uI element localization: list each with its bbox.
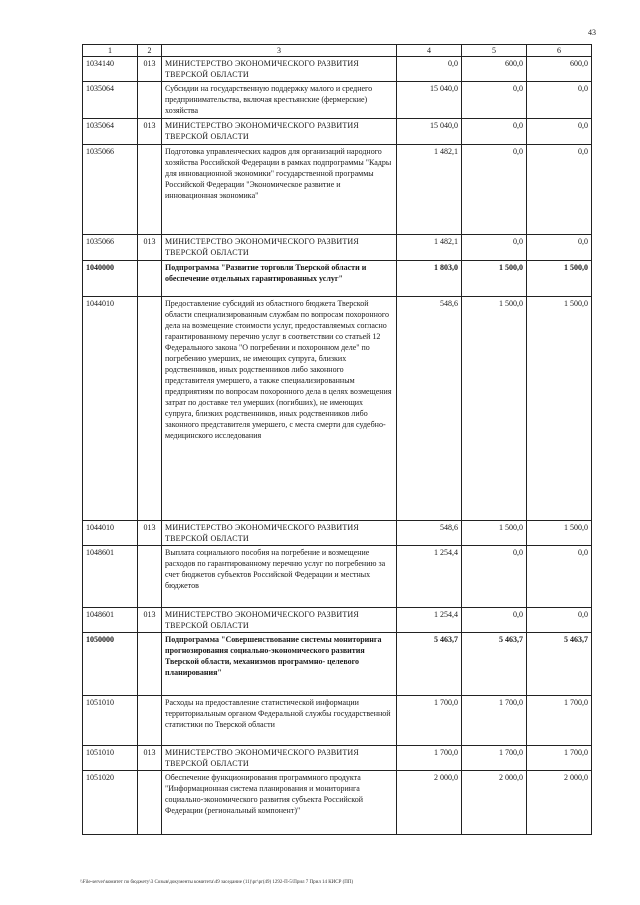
value-cell: 0,0	[462, 82, 527, 119]
value-cell: 1 254,4	[397, 608, 462, 633]
code-cell: 1051010	[83, 746, 138, 771]
header-cell: 5	[462, 45, 527, 57]
file-path-footer: \\File-server\комитет по бюджету\3 Созыв\документы комитета\49 заседание (11)\рг\pr(49) 1292-П-5\Прил 7 Прил 14 КИСР (ПП)	[80, 880, 354, 885]
table-row	[83, 235, 592, 261]
table-row	[83, 119, 592, 145]
header-cell: 2	[138, 45, 162, 57]
table-row	[83, 546, 592, 608]
value-cell: 1 500,0	[462, 521, 527, 546]
name-cell: Выплата социального пособия на погребение и возмещение расходов по гарантированному перечню услуг по погребению за счет бюджетов субъектов Российской Федерации и местных бюджетов	[162, 546, 397, 608]
value-cell: 1 700,0	[527, 746, 592, 771]
code-cell: 1044010	[83, 297, 138, 521]
code-cell: 1035064	[83, 119, 138, 145]
table-row	[83, 696, 592, 746]
value-cell: 0,0	[462, 119, 527, 145]
value-cell: 600,0	[527, 57, 592, 82]
name-cell: МИНИСТЕРСТВО ЭКОНОМИЧЕСКОГО РАЗВИТИЯ ТВЕРСКОЙ ОБЛАСТИ	[162, 119, 397, 145]
table-row	[83, 145, 592, 235]
name-cell: Подготовка управленческих кадров для организаций народного хозяйства Российской Федерации в рамках подпрограммы "Кадры для инновационной экономики" государственной программы Российской Федерации "Экономическое развитие и инновационная экономика"	[162, 145, 397, 235]
value-cell: 0,0	[462, 145, 527, 235]
value-cell: 1 254,4	[397, 546, 462, 608]
value-cell: 15 040,0	[397, 82, 462, 119]
value-cell: 1 803,0	[397, 261, 462, 297]
grbs-cell	[138, 696, 162, 746]
grbs-cell	[138, 633, 162, 696]
code-cell: 1051010	[83, 696, 138, 746]
value-cell: 0,0	[527, 608, 592, 633]
grbs-cell	[138, 145, 162, 235]
name-cell: МИНИСТЕРСТВО ЭКОНОМИЧЕСКОГО РАЗВИТИЯ ТВЕРСКОЙ ОБЛАСТИ	[162, 235, 397, 261]
code-cell: 1040000	[83, 261, 138, 297]
grbs-cell	[138, 771, 162, 835]
grbs-cell: 013	[138, 521, 162, 546]
value-cell: 5 463,7	[462, 633, 527, 696]
header-cell: 1	[83, 45, 138, 57]
code-cell: 1048601	[83, 546, 138, 608]
code-cell: 1044010	[83, 521, 138, 546]
grbs-cell: 013	[138, 235, 162, 261]
value-cell: 1 482,1	[397, 145, 462, 235]
value-cell: 0,0	[527, 119, 592, 145]
grbs-cell	[138, 297, 162, 521]
value-cell: 0,0	[527, 82, 592, 119]
header-cell: 4	[397, 45, 462, 57]
name-cell: МИНИСТЕРСТВО ЭКОНОМИЧЕСКОГО РАЗВИТИЯ ТВЕРСКОЙ ОБЛАСТИ	[162, 746, 397, 771]
value-cell: 1 500,0	[462, 297, 527, 521]
code-cell: 1035066	[83, 235, 138, 261]
table-row	[83, 771, 592, 835]
header-cell: 6	[527, 45, 592, 57]
grbs-cell	[138, 261, 162, 297]
value-cell: 1 500,0	[527, 521, 592, 546]
name-cell: МИНИСТЕРСТВО ЭКОНОМИЧЕСКОГО РАЗВИТИЯ ТВЕРСКОЙ ОБЛАСТИ	[162, 608, 397, 633]
table-row	[83, 521, 592, 546]
value-cell: 1 700,0	[462, 696, 527, 746]
value-cell: 5 463,7	[527, 633, 592, 696]
value-cell: 0,0	[397, 57, 462, 82]
name-cell: Субсидии на государственную поддержку малого и среднего предпринимательства, включая крестьянские (фермерские) хозяйства	[162, 82, 397, 119]
code-cell: 1048601	[83, 608, 138, 633]
value-cell: 1 700,0	[462, 746, 527, 771]
budget-table	[82, 44, 592, 835]
code-cell: 1051020	[83, 771, 138, 835]
value-cell: 1 500,0	[527, 261, 592, 297]
value-cell: 1 700,0	[527, 696, 592, 746]
value-cell: 0,0	[462, 546, 527, 608]
value-cell: 548,6	[397, 297, 462, 521]
grbs-cell: 013	[138, 746, 162, 771]
value-cell: 2 000,0	[397, 771, 462, 835]
value-cell: 548,6	[397, 521, 462, 546]
grbs-cell: 013	[138, 119, 162, 145]
table-row	[83, 608, 592, 633]
table-header-row	[83, 45, 592, 57]
value-cell: 0,0	[462, 235, 527, 261]
value-cell: 1 700,0	[397, 696, 462, 746]
value-cell: 600,0	[462, 57, 527, 82]
value-cell: 0,0	[527, 145, 592, 235]
value-cell: 1 500,0	[462, 261, 527, 297]
value-cell: 2 000,0	[527, 771, 592, 835]
header-cell: 3	[162, 45, 397, 57]
grbs-cell: 013	[138, 57, 162, 82]
page-number: 43	[588, 28, 596, 37]
grbs-cell	[138, 546, 162, 608]
value-cell: 15 040,0	[397, 119, 462, 145]
value-cell: 1 700,0	[397, 746, 462, 771]
table-row	[83, 746, 592, 771]
table-row	[83, 297, 592, 521]
value-cell: 5 463,7	[397, 633, 462, 696]
grbs-cell	[138, 82, 162, 119]
table-row	[83, 633, 592, 696]
code-cell: 1035064	[83, 82, 138, 119]
value-cell: 0,0	[462, 608, 527, 633]
name-cell: Подпрограмма "Совершенствование системы мониторинга прогнозирования социально-экономического развития Тверской области, механизмов программно- целевого планирования"	[162, 633, 397, 696]
name-cell: Расходы на предоставление статистической информации территориальным органом Федеральной службы государственной статистики по Тверской области	[162, 696, 397, 746]
value-cell: 1 500,0	[527, 297, 592, 521]
table-row	[83, 57, 592, 82]
value-cell: 0,0	[527, 546, 592, 608]
grbs-cell: 013	[138, 608, 162, 633]
value-cell: 1 482,1	[397, 235, 462, 261]
code-cell: 1050000	[83, 633, 138, 696]
table-row	[83, 261, 592, 297]
table-row	[83, 82, 592, 119]
name-cell: МИНИСТЕРСТВО ЭКОНОМИЧЕСКОГО РАЗВИТИЯ ТВЕРСКОЙ ОБЛАСТИ	[162, 57, 397, 82]
code-cell: 1034140	[83, 57, 138, 82]
name-cell: Подпрограмма "Развитие торговли Тверской области и обеспечение отдельных гарантированных услуг"	[162, 261, 397, 297]
value-cell: 0,0	[527, 235, 592, 261]
value-cell: 2 000,0	[462, 771, 527, 835]
name-cell: Предоставление субсидий из областного бюджета Тверской области специализированным службам по вопросам похоронного дела на возмещение стоимости услуг, предоставляемых согласно гарантированному перечню услуг в соответствии со статьей 12 Федерального закона "О погребении и похоронном деле" по погребению умерших, не имеющих супруга, близких родственников, иных родственников либо законного представителя умершего, а также специализированным предприятиям по вопросам похоронного дела в целях возмещения затрат по доставке тел умерших (погибших), не имеющих супруга, близких родственников, иных родственников либо законного представителя умершего, с места смерти для судебно-медицинского исследования	[162, 297, 397, 521]
name-cell: МИНИСТЕРСТВО ЭКОНОМИЧЕСКОГО РАЗВИТИЯ ТВЕРСКОЙ ОБЛАСТИ	[162, 521, 397, 546]
name-cell: Обеспечение функционирования программного продукта "Информационная система планирования и мониторинга социально-экономического развития субъекта Российской Федерации (региональный компонент)"	[162, 771, 397, 835]
code-cell: 1035066	[83, 145, 138, 235]
